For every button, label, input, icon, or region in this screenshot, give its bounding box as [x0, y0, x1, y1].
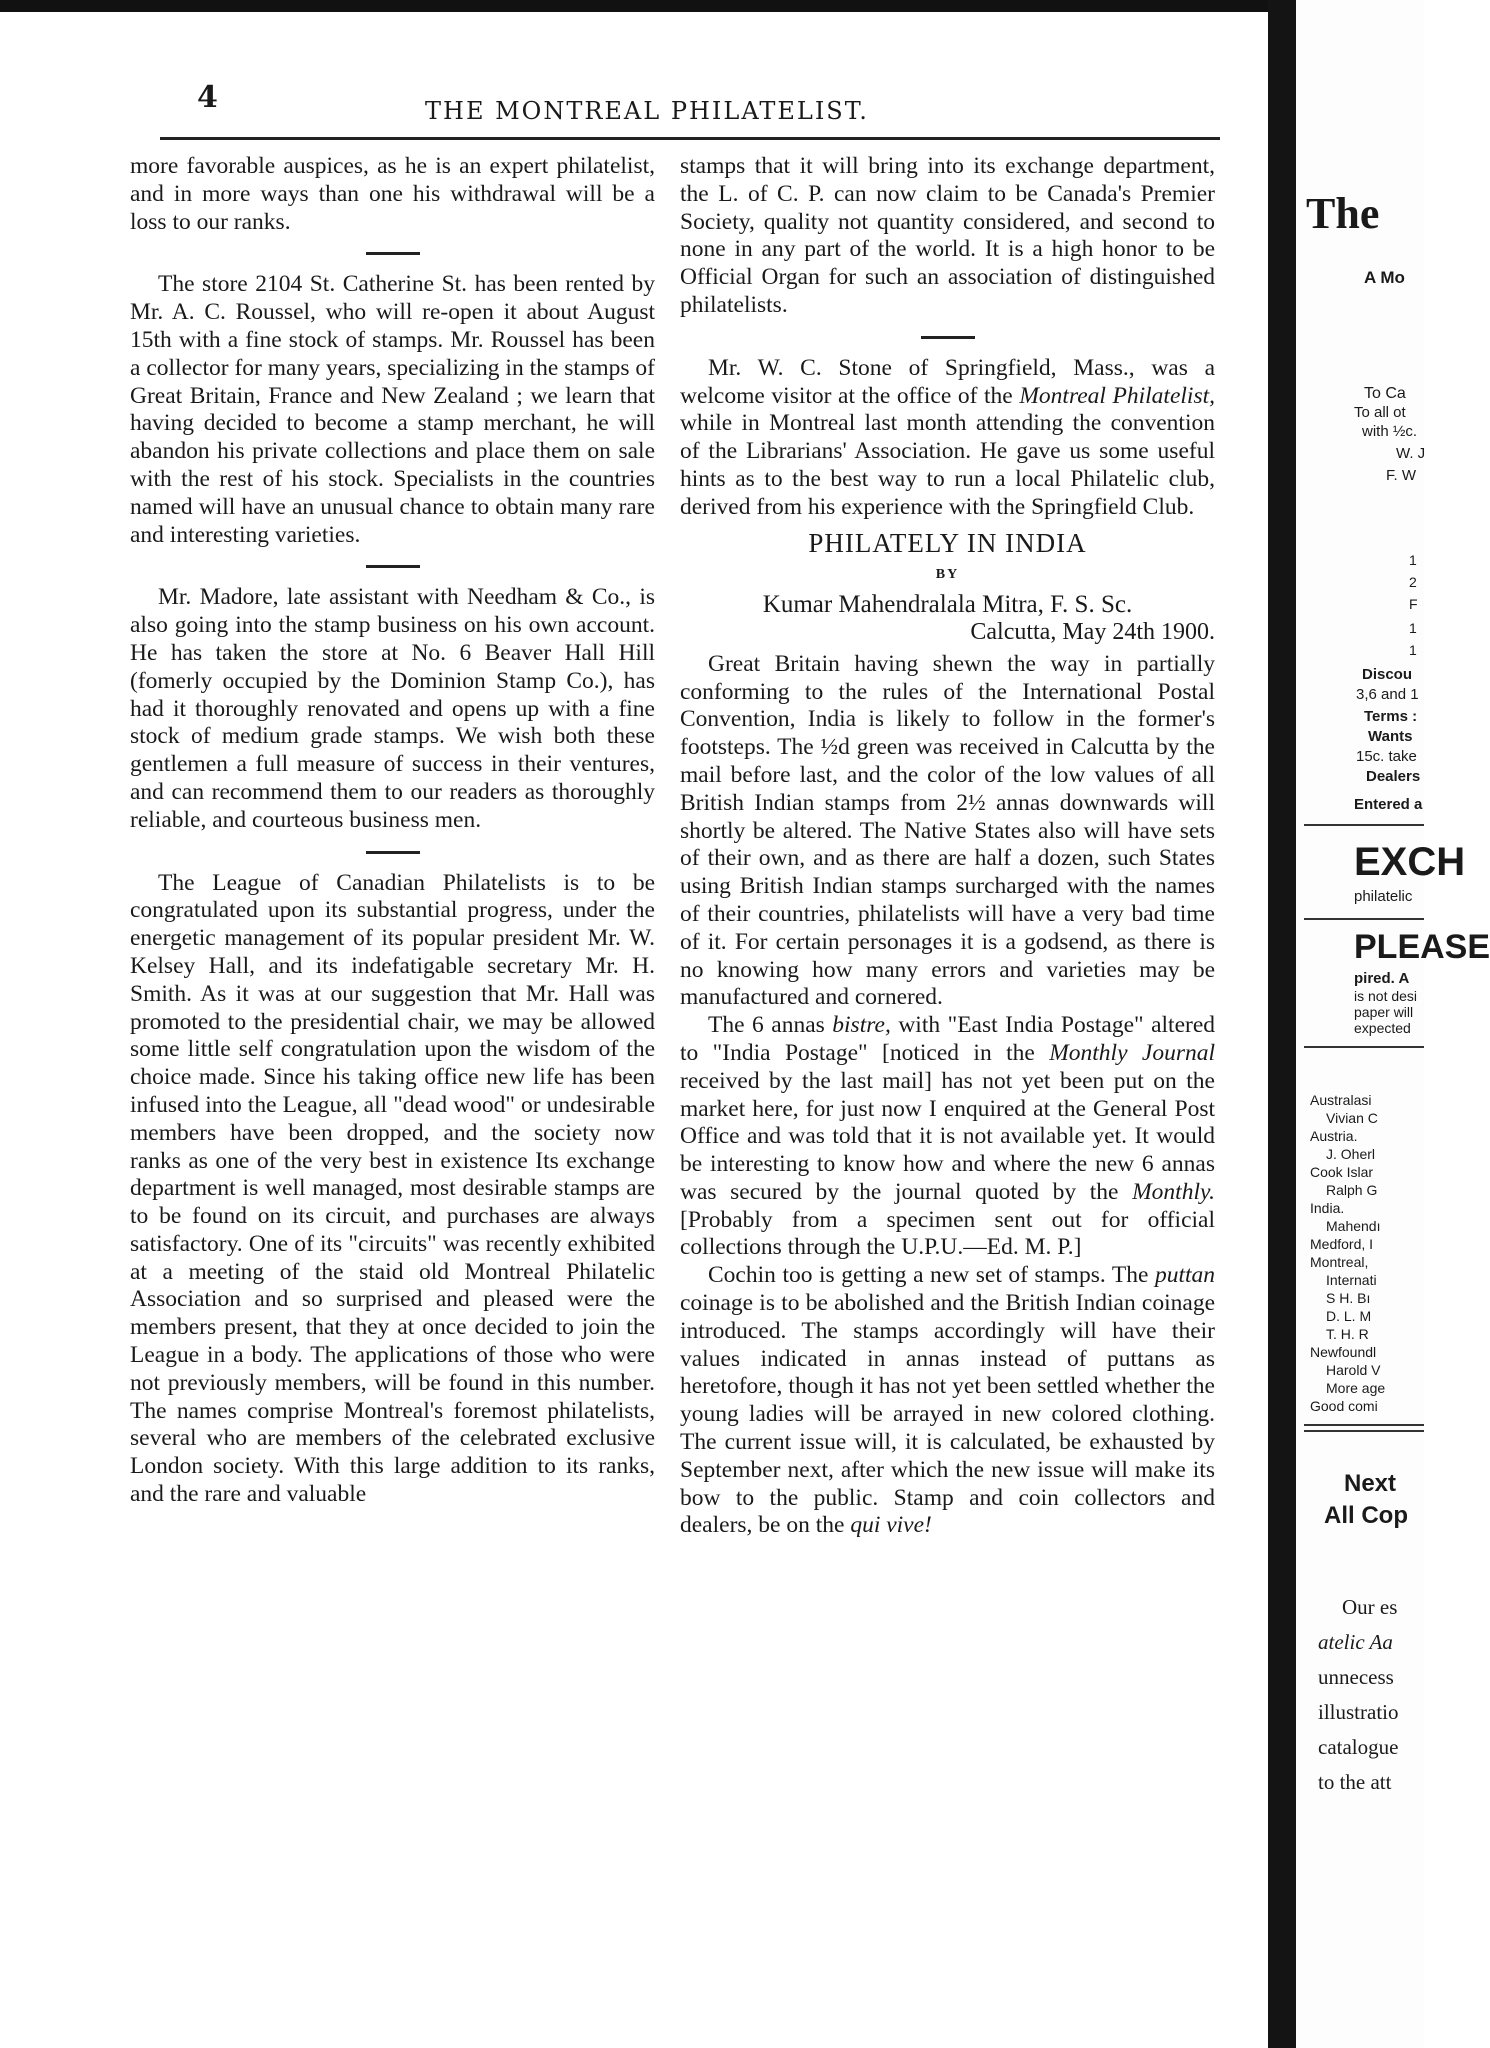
- adjacent-line: Internati: [1326, 1272, 1377, 1288]
- adjacent-line: Australasi: [1310, 1092, 1372, 1108]
- adjacent-line: Montreal,: [1310, 1254, 1369, 1270]
- adjacent-line: Harold V: [1326, 1362, 1381, 1378]
- adjacent-line: Good comi: [1310, 1398, 1378, 1414]
- adjacent-rule: [1304, 824, 1424, 826]
- left-column: [130, 153, 655, 1509]
- adjacent-rule: [1304, 1424, 1424, 1426]
- adjacent-line: Mahendı: [1326, 1218, 1381, 1234]
- adjacent-line: paper will: [1354, 1004, 1414, 1020]
- right-paragraph-4: The 6 annas bistre, with "East India Postage" altered to "India Postage" [noticed in the Monthly Journal received by the last mail] has not yet been put on the market here, for just now I enquired at the General Post Office and was told that it is not available yet. It would be interesting to know how and where the new 6 annas was secured by the journal quoted by the Monthly. [Probably from a specimen sent out for official collections through the U.P.U.—Ed. M. P.]: [680, 1012, 1216, 1261]
- adjacent-line: Dealers: [1366, 768, 1421, 785]
- adjacent-line: S H. Bı: [1326, 1290, 1371, 1306]
- adjacent-line: W. J: [1396, 445, 1426, 462]
- adjacent-line: Ralph G: [1326, 1182, 1378, 1198]
- right-column: [680, 153, 1215, 1540]
- adjacent-subtitle: A Mo: [1364, 268, 1405, 287]
- header-rule: [160, 137, 1220, 140]
- adjacent-line: Vivian C: [1326, 1110, 1378, 1126]
- adjacent-line: Discou: [1362, 666, 1413, 683]
- adjacent-line: with ½c.: [1362, 423, 1418, 440]
- section-separator: [921, 336, 975, 339]
- right-paragraph-5: Cochin too is getting a new set of stamps. The puttan coinage is to be abolished and the British Indian coinage introduced. The stamps accordingly will have their values indicated in annas instead of puttans as heretofore, though it has not yet been settled whether the young ladies will be arrayed in new colored clothing. The current issue will, it is calculated, be exhausted by September next, after which the new issue will make its bow to the public. Stamp and coin collectors and dealers, be on the qui vive!: [680, 1262, 1215, 1539]
- adjacent-rule: [1304, 1046, 1424, 1048]
- adjacent-line: to the att: [1318, 1770, 1392, 1794]
- byline-by: BY: [935, 567, 960, 583]
- adjacent-line: illustratio: [1318, 1700, 1399, 1724]
- adjacent-line: Cook Islar: [1310, 1164, 1374, 1180]
- adjacent-line: More age: [1326, 1380, 1386, 1396]
- adjacent-line: Medford, I: [1310, 1236, 1374, 1252]
- adjacent-next: Next: [1344, 1470, 1397, 1497]
- page-number: 4: [197, 80, 218, 115]
- adjacent-exchange-heading: EXCH: [1354, 840, 1466, 884]
- adjacent-title: The: [1306, 189, 1380, 238]
- adjacent-line: Wants: [1368, 728, 1413, 745]
- book-gutter: [1268, 0, 1296, 2048]
- left-paragraph-2: The store 2104 St. Catherine St. has been rented by Mr. A. C. Roussel, who will re-open it about August 15th with a fine stock of stamps. Mr. Roussel has been a collector for many years, specializing in the stamps of Great Britain, France and New Zealand ; we learn that having decided to become a stamp merchant, he will abandon his private collections and place them on sale with the rest of his stock. Specialists in the countries named will have an unusual chance to obtain many rare and interesting varieties.: [130, 271, 655, 548]
- adjacent-line: 15c. take: [1356, 748, 1417, 765]
- left-paragraph-4: The League of Canadian Philatelists is to be congratulated upon its substantial progress, under the energetic management of its popular president Mr. W. Kelsey Hall, and its indefatigable secretary Mr. H. Smith. As it was at our suggestion that Mr. Hall was promoted to the presidential chair, we may be allowed some little self congratulation upon the wisdom of the choice made. Since his taking office new life has been infused into the League, all "dead wood" or undesirable members have been dropped, and the society now ranks as one of the very best in existence Its exchange department is well managed, most desirable stamps are to be found on its circuit, and purchases are always satisfactory. One of its "circuits" was recently exhibited at a meeting of the staid old Montreal Philatelic Association and so surprised and pleased were the members present, that they at once decided to join the League in a body. The applications of those who were not previously members, will be found in this number. The names comprise Montreal's foremost philatelists, several who are members of the celebrated exclusive London society. With this large addition to its ranks, and the rare and valuable: [130, 869, 655, 1508]
- adjacent-line: India.: [1310, 1200, 1345, 1216]
- stone-text-a: Mr. W. C. Stone of Springfield, Mass., was a welcome visitor at the office of the: [680, 354, 1215, 409]
- adjacent-line: is not desi: [1354, 988, 1418, 1004]
- right-paragraph-1: stamps that it will bring into its exchange department, the L. of C. P. can now claim to be Canada's Premier Society, quality not quantity considered, and second to none in any part of the world. It is a high honor to be Official Organ for such an association of distinguished philatelists.: [680, 153, 1215, 318]
- adjacent-line: unnecess: [1318, 1665, 1394, 1689]
- right-paragraph-2: [680, 355, 1215, 522]
- adjacent-line: Entered a: [1354, 796, 1423, 813]
- right-paragraph-3: Great Britain having shewn the way in partially conforming to the rules of the International Postal Convention, India is likely to follow in the former's footsteps. The ½d green was received in Calcutta by the mail before last, and the color of the low values of all British Indian stamps from 2½ annas downwards will shortly be altered. The Native States also will have sets of their own, and as there are half a dozen, such States using British Indian stamps surcharged with the names of their countries, philatelists will have a very bad time of it. For certain personages it is a godsend, as there is no knowing how many errors and varieties may be manufactured and cornered.: [680, 650, 1215, 1011]
- adjacent-line: expected: [1354, 1020, 1411, 1036]
- adjacent-please-heading: PLEASE: [1354, 928, 1490, 966]
- adjacent-line: 1: [1409, 642, 1417, 658]
- adjacent-line: Newfoundl: [1310, 1344, 1377, 1360]
- byline-author: Kumar Mahendralala Mitra, F. S. Sc.: [762, 591, 1133, 619]
- adjacent-line: 1: [1409, 620, 1417, 636]
- adjacent-line: T. H. R: [1326, 1326, 1369, 1342]
- adjacent-exchange-sub: philatelic: [1354, 888, 1413, 905]
- left-paragraph-3: Mr. Madore, late assistant with Needham & Co., is also going into the stamp business on his own account. He has taken the store at No. 6 Beaver Hall Hill (fomerly occupied by the Dominion Stamp Co.), has had it thoroughly renovated and opens up with a fine stock of medium grade stamps. We wish both these gentlemen a full measure of success in their ventures, and can recommend them to our readers as thoroughly reliable, and courteous business men.: [130, 584, 655, 833]
- adjacent-line: atelic Aa: [1318, 1630, 1393, 1654]
- adjacent-line: F: [1409, 596, 1418, 612]
- adjacent-line: To Ca: [1364, 385, 1406, 402]
- left-paragraph-1: more favorable auspices, as he is an expert philatelist, and in more ways than one his withdrawal will be a loss to our ranks.: [130, 153, 655, 235]
- adjacent-line: 2: [1409, 574, 1417, 590]
- stone-text-b: while in Montreal last month attending the convention of the Librarians' Association. He gave us some useful hints as to the best way to run a local Philatelic club, derived from his experience with the Springfield Club.: [680, 410, 1215, 520]
- adjacent-line: D. L. M: [1326, 1308, 1372, 1324]
- adjacent-line: 3,6 and 1: [1356, 686, 1419, 703]
- adjacent-all-copy: All Cop: [1324, 1502, 1408, 1529]
- adjacent-rule: [1304, 918, 1424, 920]
- adjacent-line: pired. A: [1354, 970, 1410, 987]
- stone-text-italic: Montreal Philatelist,: [1019, 382, 1216, 409]
- adjacent-line: 1: [1409, 552, 1417, 568]
- section-separator: [366, 252, 420, 255]
- adjacent-rule: [1304, 1430, 1424, 1432]
- article-title: PHILATELY IN INDIA: [808, 527, 1087, 558]
- adjacent-line: Our es: [1342, 1595, 1398, 1619]
- scan-top-edge: [0, 0, 1424, 12]
- adjacent-line: catalogue: [1318, 1735, 1399, 1759]
- adjacent-line: Austria.: [1310, 1128, 1358, 1144]
- adjacent-line: F. W: [1386, 467, 1416, 484]
- adjacent-line: J. Oherl: [1326, 1146, 1376, 1162]
- adjacent-page: [1296, 0, 1490, 2048]
- adjacent-line: Terms :: [1364, 708, 1418, 725]
- section-separator: [366, 565, 420, 568]
- running-head: THE MONTREAL PHILATELIST.: [425, 97, 869, 125]
- section-separator: [366, 851, 420, 854]
- byline-place-date: Calcutta, May 24th 1900.: [970, 618, 1215, 645]
- adjacent-line: To all ot: [1354, 404, 1406, 421]
